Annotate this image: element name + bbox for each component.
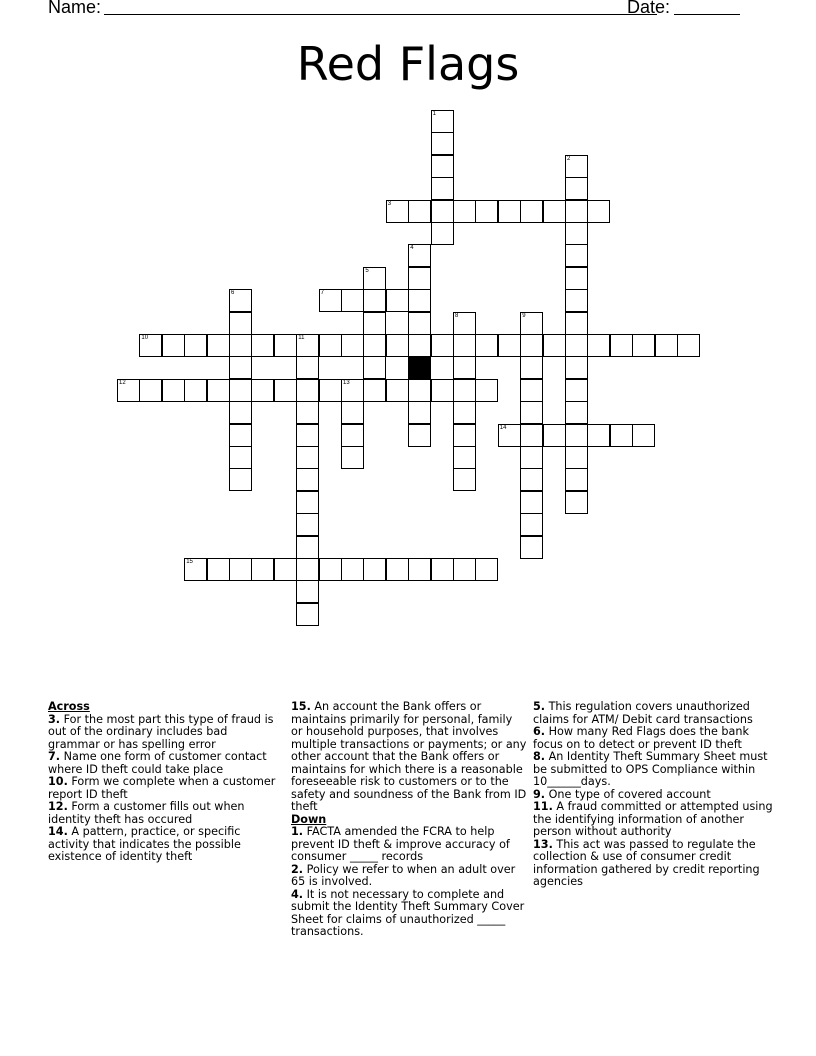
clue-number: 13: [343, 379, 350, 386]
grid-cell[interactable]: [498, 334, 521, 357]
grid-cell[interactable]: [386, 558, 409, 581]
grid-cell[interactable]: [363, 558, 386, 581]
grid-cell[interactable]: [296, 513, 319, 536]
grid-cell[interactable]: [408, 401, 431, 424]
grid-cell[interactable]: [341, 289, 364, 312]
grid-cell[interactable]: [565, 379, 588, 402]
clues-column-1: [48, 701, 280, 864]
grid-cell[interactable]: [319, 558, 342, 581]
grid-cell[interactable]: [587, 424, 610, 447]
grid-cell[interactable]: [453, 334, 476, 357]
grid-cell[interactable]: [341, 424, 364, 447]
grid-cell[interactable]: [498, 424, 521, 447]
grid-cell[interactable]: [274, 334, 297, 357]
grid-cell[interactable]: [520, 468, 543, 491]
grid-cell[interactable]: [453, 446, 476, 469]
clues-column-3: [533, 701, 773, 889]
grid-cell[interactable]: [229, 289, 252, 312]
grid-cell[interactable]: [453, 312, 476, 335]
grid-cell[interactable]: [565, 334, 588, 357]
grid-cell[interactable]: [363, 334, 386, 357]
grid-cell[interactable]: [565, 491, 588, 514]
grid-cell[interactable]: [296, 356, 319, 379]
grid-cell[interactable]: [363, 267, 386, 290]
clue-down-9: 9. One type of covered account: [533, 787, 711, 801]
name-label: Name:: [48, 0, 102, 17]
grid-cell[interactable]: [408, 312, 431, 335]
grid-cell[interactable]: [296, 446, 319, 469]
grid-cell[interactable]: [386, 379, 409, 402]
clue-down-1: 1. FACTA amended the FCRA to help prevent ID theft & improve accuracy of consumer _____ records: [291, 825, 510, 863]
grid-cell[interactable]: [319, 379, 342, 402]
clue-across-7: 7. Name one form of customer contact where ID theft could take place: [48, 750, 267, 776]
grid-cell[interactable]: [587, 334, 610, 357]
clue-number: 1: [432, 111, 436, 117]
grid-cell[interactable]: [543, 200, 566, 223]
clue-number: 3: [387, 200, 392, 207]
grid-cell[interactable]: [543, 334, 566, 357]
grid-cell[interactable]: [296, 580, 319, 603]
grid-cell[interactable]: [565, 468, 588, 491]
grid-cell[interactable]: [453, 468, 476, 491]
grid-cell[interactable]: [520, 334, 543, 357]
clue-down-4: 4. It is not necessary to complete and submit the Identity Theft Summary Cover Sheet for claims of unauthorized _____ transactions.: [291, 887, 525, 938]
grid-cell[interactable]: [229, 468, 252, 491]
grid-cell[interactable]: [363, 356, 386, 379]
clue-number: 15: [186, 559, 193, 565]
grid-cell[interactable]: [408, 558, 431, 581]
clue-across-14: 14. A pattern, practice, or specific activity that indicates the possible existence of identity theft: [48, 825, 241, 863]
grid-cell[interactable]: [431, 334, 454, 357]
clue-down-8: 8. An Identity Theft Summary Sheet must be submitted to OPS Compliance within 10______days.: [533, 750, 768, 788]
grid-cell[interactable]: [565, 222, 588, 245]
down-heading: Down: [291, 812, 327, 826]
clue-across-15: 15. An account the Bank offers or maintains primarily for personal, family or household purposes, that involves multiple transactions or payments; or any other account that the Bank offers or maintains for which there is a reasonable foreseeable risk to customers or to the safety and soundness of the Bank from ID theft: [291, 700, 527, 813]
grid-cell[interactable]: [386, 200, 409, 223]
grid-cell[interactable]: [341, 446, 364, 469]
grid-cell[interactable]: [229, 558, 252, 581]
grid-cell[interactable]: [520, 491, 543, 514]
grid-cell[interactable]: [408, 267, 431, 290]
clue-number: 9: [522, 312, 526, 319]
grid-cell[interactable]: [296, 424, 319, 447]
grid-cell[interactable]: [453, 356, 476, 379]
grid-cell[interactable]: [296, 536, 319, 559]
grid-cell[interactable]: [229, 334, 252, 357]
grid-cell[interactable]: [363, 312, 386, 335]
grid-cell[interactable]: [207, 558, 230, 581]
clue-number: 7: [320, 290, 324, 297]
grid-cell[interactable]: [319, 289, 342, 312]
grid-cell[interactable]: [341, 401, 364, 424]
grid-cell[interactable]: [341, 334, 364, 357]
grid-cell[interactable]: [251, 379, 274, 402]
grid-cell[interactable]: [610, 424, 633, 447]
grid-cell[interactable]: [162, 379, 185, 402]
grid-cell[interactable]: [296, 558, 319, 581]
grid-cell[interactable]: [520, 446, 543, 469]
grid-cell[interactable]: [319, 334, 342, 357]
grid-cell[interactable]: [431, 558, 454, 581]
clues-column-2: [291, 701, 527, 939]
clue-down-11: 11. A fraud committed or attempted using the identifying information of another person without authority: [533, 800, 773, 838]
clue-number: 8: [455, 312, 459, 319]
grid-cell[interactable]: [408, 424, 431, 447]
grid-cell[interactable]: [184, 558, 207, 581]
clue-down-6: 6. How many Red Flags does the bank focus on to detect or prevent ID theft: [533, 725, 749, 751]
clue-number: 5: [365, 267, 369, 274]
grid-cell[interactable]: [655, 334, 678, 357]
grid-cell[interactable]: [475, 200, 498, 223]
grid-cell[interactable]: [341, 558, 364, 581]
grid-cell[interactable]: [565, 356, 588, 379]
grid-cell[interactable]: [296, 401, 319, 424]
clue-number: 11: [298, 335, 305, 341]
grid-cell[interactable]: [296, 468, 319, 491]
grid-cell[interactable]: [408, 334, 431, 357]
grid-cell[interactable]: [520, 312, 543, 335]
grid-cell[interactable]: [386, 334, 409, 357]
grid-cell[interactable]: [453, 401, 476, 424]
clue-down-5: 5. This regulation covers unauthorized claims for ATM/ Debit card transactions: [533, 700, 753, 726]
clue-number: 12: [119, 379, 126, 386]
grid-cell[interactable]: [453, 558, 476, 581]
grid-cell[interactable]: [251, 334, 274, 357]
grid-cell[interactable]: [587, 200, 610, 223]
across-heading: Across: [48, 700, 90, 713]
grid-cell[interactable]: [520, 401, 543, 424]
grid-cell[interactable]: [632, 424, 655, 447]
header: [48, 0, 748, 19]
grid-cell[interactable]: [431, 110, 454, 133]
grid-cell[interactable]: [565, 401, 588, 424]
grid-cell[interactable]: [408, 200, 431, 223]
grid-cell[interactable]: [229, 424, 252, 447]
grid-cell[interactable]: [520, 379, 543, 402]
grid-cell[interactable]: [520, 200, 543, 223]
grid-cell[interactable]: [453, 379, 476, 402]
grid-cell[interactable]: [162, 334, 185, 357]
grid-cell[interactable]: [274, 379, 297, 402]
grid-cell[interactable]: [296, 491, 319, 514]
grid-cell[interactable]: [341, 379, 364, 402]
grid-cell[interactable]: [520, 536, 543, 559]
grid-cell[interactable]: [565, 424, 588, 447]
grid-cell[interactable]: [431, 379, 454, 402]
grid-cell[interactable]: [184, 334, 207, 357]
grid-cell[interactable]: [386, 289, 409, 312]
grid-cell[interactable]: [565, 155, 588, 178]
grid-cell[interactable]: [677, 334, 700, 357]
grid-cell[interactable]: [184, 379, 207, 402]
grid-cell[interactable]: [408, 289, 431, 312]
grid-cell[interactable]: [363, 379, 386, 402]
grid-cell[interactable]: [565, 177, 588, 200]
grid-cell[interactable]: [431, 200, 454, 223]
grid-cell[interactable]: [520, 513, 543, 536]
grid-cell[interactable]: [251, 558, 274, 581]
grid-cell[interactable]: [139, 379, 162, 402]
grid-cell[interactable]: [431, 222, 454, 245]
grid-cell[interactable]: [475, 334, 498, 357]
clue-number: 4: [410, 245, 414, 252]
grid-cell[interactable]: [565, 244, 588, 267]
clue-across-10: 10. Form we complete when a customer report ID theft: [48, 775, 276, 801]
grid-cell[interactable]: [296, 379, 319, 402]
grid-cell[interactable]: [453, 424, 476, 447]
name-field[interactable]: [104, 14, 657, 15]
grid-cell[interactable]: [229, 401, 252, 424]
grid-cell[interactable]: [363, 289, 386, 312]
date-field[interactable]: [674, 14, 740, 15]
clue-across-12: 12. Form a customer fills out when identity theft has occured: [48, 800, 245, 826]
grid-cell[interactable]: [565, 289, 588, 312]
black-cell: [408, 356, 431, 379]
grid-cell[interactable]: [498, 200, 521, 223]
grid-cell[interactable]: [229, 356, 252, 379]
grid-cell[interactable]: [431, 132, 454, 155]
grid-cell[interactable]: [632, 334, 655, 357]
grid-cell[interactable]: [274, 558, 297, 581]
grid-cell[interactable]: [520, 424, 543, 447]
date-label: Date:: [627, 0, 671, 17]
grid-cell[interactable]: [543, 424, 566, 447]
grid-cell[interactable]: [565, 446, 588, 469]
grid-cell[interactable]: [453, 200, 476, 223]
grid-cell[interactable]: [408, 379, 431, 402]
clue-number: 6: [231, 290, 235, 297]
grid-cell[interactable]: [475, 558, 498, 581]
grid-cell[interactable]: [207, 334, 230, 357]
grid-cell[interactable]: [431, 155, 454, 178]
grid-cell[interactable]: [296, 334, 319, 357]
grid-cell[interactable]: [610, 334, 633, 357]
clue-across-3: 3. For the most part this type of fraud is out of the ordinary includes bad grammar or has spelling error: [48, 712, 274, 751]
clue-number: 14: [499, 424, 507, 431]
grid-cell[interactable]: [207, 379, 230, 402]
grid-cell[interactable]: [229, 312, 252, 335]
clue-down-2: 2. Policy we refer to when an adult over 65 is involved.: [291, 862, 516, 888]
grid-cell[interactable]: [565, 267, 588, 290]
grid-cell[interactable]: [229, 446, 252, 469]
clue-number: 2: [567, 155, 571, 162]
grid-cell[interactable]: [565, 200, 588, 223]
grid-cell[interactable]: [296, 603, 319, 626]
grid-cell[interactable]: [117, 379, 140, 402]
clue-down-13: 13. This act was passed to regulate the collection & use of consumer credit information gathered by credit reporting agencies: [533, 837, 760, 888]
grid-cell[interactable]: [139, 334, 162, 357]
clue-number: 10: [141, 335, 149, 341]
grid-cell[interactable]: [408, 244, 431, 267]
grid-cell[interactable]: [475, 379, 498, 402]
page-title: Red Flags: [296, 37, 520, 91]
grid-cell[interactable]: [520, 356, 543, 379]
grid-cell[interactable]: [565, 312, 588, 335]
grid-cell[interactable]: [431, 177, 454, 200]
grid-cell[interactable]: [229, 379, 252, 402]
